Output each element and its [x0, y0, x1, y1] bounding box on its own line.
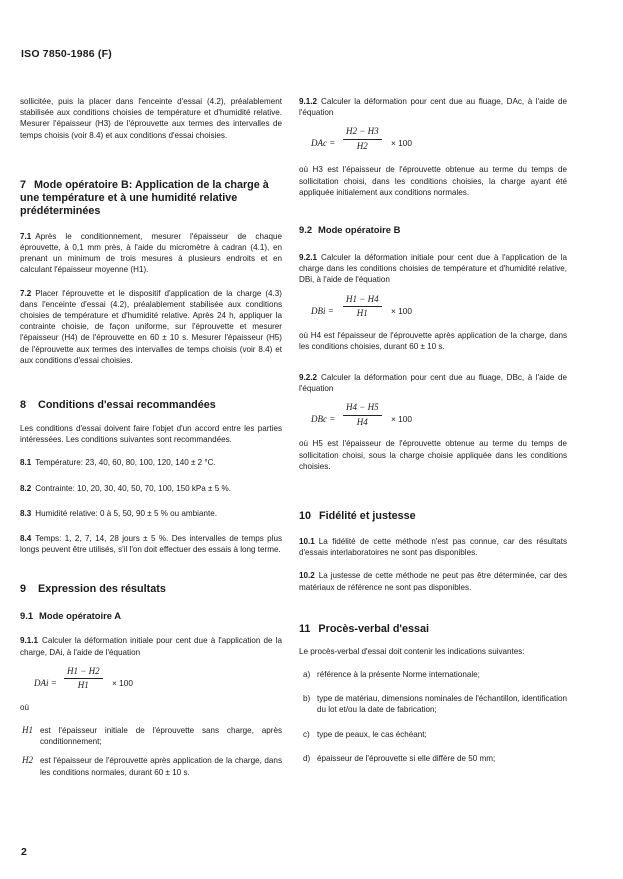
equation-dac-lhs: DAc = — [311, 138, 336, 149]
para-9-2-2-text: Calculer la déformation pour cent due au fluage, DBc, à l'aide de l'équation — [299, 373, 567, 394]
para-9-1-2-where: où H3 est l'épaisseur de l'éprouvette obtenue au terme du temps de sollicitation choisi, dans les conditions choisies, la charge ayant été appliquée initialement aux conditions normales. — [299, 165, 567, 197]
para-8-1 — [20, 457, 282, 468]
section-8-title: Conditions d'essai recommandées — [38, 399, 216, 412]
definition-h1 — [20, 725, 282, 747]
section-7-number: 7 — [20, 178, 27, 191]
report-item-c — [299, 729, 567, 740]
equation-dac-numerator: H2 − H3 — [343, 126, 382, 139]
section-7-title: Mode opératoire B: Application de la charge à une température et à une humidité relative prédéterminées — [20, 178, 269, 217]
report-item-c-text: type de peaux, le cas échéant; — [317, 729, 427, 739]
report-item-b-label: b) — [303, 694, 311, 704]
section-9-2-title: Mode opératoire B — [318, 224, 401, 236]
definition-h1-text: est l'épaisseur initiale de l'éprouvette sans charge, après conditionnement; — [40, 726, 282, 747]
equation-dbi-numerator: H1 − H4 — [343, 294, 382, 307]
equation-dai-times: × 100 — [112, 677, 133, 688]
para-7-2-text: Placer l'éprouvette et le dispositif d'application de la charge (4.3) dans l'enceinte d'essai (4.2), préalablement stabilisée aux conditions choisies de température et d'humidité relative. Après 24 h, appliquer la contrainte choisie, de façon uniforme, sur l'éprouvette et mesurer l'épaisseur (H4) de l'éprouvette en 60 ± 10 s. Mesurer l'épaisseur (H5) de l'éprouvette aux termes des intervalles de temps choisis (voir 8.4) et aux conditions d'essai choisies. — [20, 288, 282, 365]
section-10-number: 10 — [299, 510, 312, 523]
para-8-2-text: Contrainte: 10, 20, 30, 40, 50, 70, 100, 150 kPa ± 5 %. — [35, 483, 231, 493]
section-9-1-number: 9.1 — [20, 610, 34, 622]
para-9-2-1 — [299, 252, 567, 286]
para-9-2-1-number: 9.2.1 — [299, 253, 318, 263]
report-item-a-label: a) — [303, 670, 311, 680]
section-9-1-title: Mode opératoire A — [39, 610, 121, 622]
para-9-1-2-number: 9.1.2 — [299, 97, 318, 106]
equation-dai-numerator: H1 − H2 — [64, 666, 103, 679]
para-9-2-1-where: où H4 est l'épaisseur de l'éprouvette après application de la charge, dans les conditions choisies, durant 60 ± 10 s. — [299, 330, 567, 351]
para-9-1-1-text: Calculer la déformation initiale pour cent due à l'application de la charge, DAi, à l'aide de l'équation — [20, 636, 282, 657]
section-11-number: 11 — [299, 622, 311, 635]
para-9-1-1-number: 9.1.1 — [20, 636, 39, 646]
equation-dbc-fraction — [343, 402, 382, 427]
section-11-heading — [299, 623, 567, 636]
equation-dai — [20, 662, 282, 702]
para-10-1-number: 10.1 — [299, 537, 315, 547]
report-item-a — [299, 669, 567, 680]
report-item-b — [299, 693, 567, 715]
equation-dbc-denominator: H4 — [356, 416, 368, 427]
para-9-2-2-number: 9.2.2 — [299, 373, 318, 383]
equation-dac-times: × 100 — [391, 138, 412, 149]
para-9-2-2 — [299, 372, 567, 394]
para-8-1-text: Température: 23, 40, 60, 80, 100, 120, 140 ± 2 °C. — [35, 458, 216, 468]
para-8-2 — [20, 483, 282, 494]
para-9-1-2-text: Calculer la déformation pour cent due au fluage, DAc, à l'aide de l'équation — [299, 97, 567, 118]
equation-dbi-denominator: H1 — [356, 307, 368, 318]
para-10-2-number: 10.2 — [299, 571, 315, 581]
equation-dbi-fraction — [343, 294, 382, 319]
where-label: où — [20, 702, 30, 712]
para-10-1 — [299, 536, 567, 558]
section-11-title: Procès-verbal d'essai — [318, 622, 430, 635]
section-9-2-number: 9.2 — [299, 224, 313, 236]
equation-dbi-times: × 100 — [391, 305, 412, 316]
equation-dac-fraction — [343, 126, 382, 151]
section-7-heading — [20, 179, 282, 218]
equation-dbi-lhs: DBi = — [311, 305, 334, 316]
para-9-2-2-where: où H5 est l'épaisseur de l'éprouvette obtenue au terme du temps de sollicitation choisi, sous la charge choisie appliquée dans les conditions choisies. — [299, 439, 567, 471]
para-8-4-text: Temps: 1, 2, 7, 14, 28 jours ± 5 %. Des intervalles de temps plus longs peuvent être utilisés, s'il l'on doit effectuer des essais à long terme. — [20, 534, 282, 555]
para-8-2-number: 8.2 — [20, 483, 32, 493]
para-10-2 — [299, 570, 567, 592]
section-10-heading — [299, 510, 567, 523]
para-8-1-number: 8.1 — [20, 458, 32, 468]
equation-dac-denominator: H2 — [356, 140, 368, 151]
equation-dai-fraction — [64, 666, 103, 691]
section-9-1-heading — [20, 610, 282, 622]
definition-h2 — [20, 755, 282, 777]
equation-dac — [299, 122, 567, 164]
definition-h1-symbol: H1 — [22, 725, 33, 736]
equation-dbc-times: × 100 — [391, 414, 412, 425]
equation-dai-denominator: H1 — [77, 680, 89, 691]
equation-dbc-lhs: DBc = — [311, 414, 336, 425]
para-7-1 — [20, 231, 282, 276]
para-8-intro: Les conditions d'essai doivent faire l'objet d'un accord entre les parties intéressées. Les conditions suivantes sont recommandées. — [20, 424, 282, 445]
para-8-3 — [20, 508, 282, 519]
para-8-3-number: 8.3 — [20, 508, 32, 518]
definition-h2-symbol: H2 — [22, 755, 33, 766]
para-7-1-number: 7.1 — [20, 231, 32, 241]
equation-dbi — [299, 290, 567, 330]
para-8-4-number: 8.4 — [20, 534, 32, 544]
left-column — [20, 96, 282, 778]
report-item-d-text: épaisseur de l'éprouvette si elle diffère de 50 mm; — [317, 753, 496, 763]
intro-paragraph: sollicitée, puis la placer dans l'enceinte d'essai (4.2), préalablement stabilisée aux conditions choisies de température et d'humidité relative. Mesurer l'épaisseur (H3) de l'éprouvette aux termes des intervalles de temps choisis (voir 8.4) et aux conditions d'essai choisies. — [20, 97, 282, 140]
para-9-2-1-text: Calculer la déformation initiale pour cent due à l'application de la charge dans les conditions choisies de température et d'humidité relative, DBi, à l'aide de l'équation — [299, 253, 567, 285]
para-11-intro: Le procès-verbal d'essai doit contenir les indications suivantes: — [299, 646, 525, 656]
report-item-d — [299, 753, 567, 764]
para-10-1-text: La fidélité de cette méthode n'est pas connue, car des résultats d'essais interlaboratoires ne sont pas disponibles. — [299, 537, 567, 558]
para-7-2-number: 7.2 — [20, 288, 32, 298]
para-9-1-1 — [20, 635, 282, 657]
section-9-2-heading — [299, 224, 567, 236]
definition-h2-text: est l'épaisseur de l'éprouvette après application de la charge, dans les conditions normales, durant 60 ± 10 s. — [40, 756, 282, 777]
section-9-heading — [20, 583, 282, 596]
para-7-2 — [20, 288, 282, 366]
equation-dbc-numerator: H4 − H5 — [343, 402, 382, 415]
para-7-1-text: Après le conditionnement, mesurer l'épaisseur de chaque éprouvette, à 0,1 mm près, à l'aide du micromètre à cadran (4.1), en prenant un minimum de trois mesures à plusieurs endroits et en calculant l'épaisseur moyenne (H1). — [20, 231, 282, 275]
equation-dbc — [299, 398, 567, 438]
para-8-4 — [20, 533, 282, 555]
page-number: 2 — [21, 846, 27, 858]
section-9-title: Expression des résultats — [38, 583, 166, 596]
section-9-number: 9 — [20, 583, 27, 596]
right-column — [299, 96, 567, 764]
para-10-2-text: La justesse de cette méthode ne peut pas être déterminée, car des matériaux de référence ne sont pas disponibles. — [299, 571, 567, 592]
para-9-1-2 — [299, 96, 567, 118]
report-item-a-text: référence à la présente Norme internationale; — [317, 670, 480, 680]
para-8-3-text: Humidité relative: 0 à 5, 50, 90 ± 5 % ou ambiante. — [35, 508, 217, 518]
section-10-title: Fidélité et justesse — [319, 510, 416, 523]
report-item-c-label: c) — [303, 729, 310, 739]
section-8-number: 8 — [20, 399, 27, 412]
report-item-d-label: d) — [303, 753, 311, 763]
report-item-b-text: type de matériau, dimensions nominales de l'échantillon, identification du lot et/ou la date de fabrication; — [317, 694, 567, 715]
page-header: ISO 7850-1986 (F) — [21, 48, 112, 60]
equation-dai-lhs: DAi = — [34, 677, 57, 688]
section-8-heading — [20, 399, 282, 412]
